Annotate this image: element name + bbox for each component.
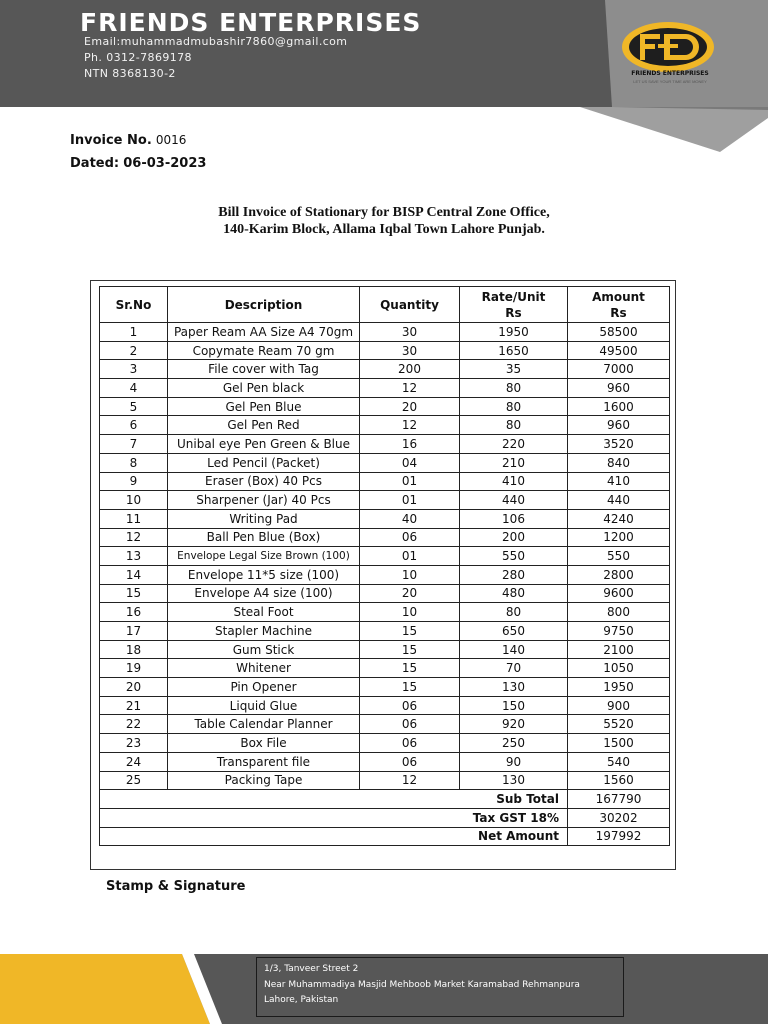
cell-rate: 210 bbox=[460, 453, 568, 472]
cell-quantity: 06 bbox=[360, 734, 460, 753]
header-amount bbox=[568, 287, 670, 323]
address-line-2: Near Muhammadiya Masjid Mehboob Market Karamabad Rehmanpura bbox=[264, 979, 580, 990]
cell-rate: 280 bbox=[460, 565, 568, 584]
cell-amount: 840 bbox=[568, 453, 670, 472]
invoice-date: 06-03-2023 bbox=[123, 156, 207, 171]
invoice-title-line-1: Bill Invoice of Stationary for BISP Central Zone Office, bbox=[218, 205, 550, 220]
cell-amount: 1560 bbox=[568, 771, 670, 790]
cell-rate: 35 bbox=[460, 360, 568, 379]
cell-amount: 58500 bbox=[568, 323, 670, 342]
cell-rate: 410 bbox=[460, 472, 568, 491]
cell-description: Eraser (Box) 40 Pcs bbox=[168, 472, 360, 491]
company-ntn: NTN 8368130-2 bbox=[84, 67, 176, 80]
invoice-date-line bbox=[70, 156, 206, 171]
table-row bbox=[100, 603, 670, 622]
table-row bbox=[100, 323, 670, 342]
cell-quantity: 01 bbox=[360, 472, 460, 491]
cell-quantity: 12 bbox=[360, 771, 460, 790]
cell-quantity: 200 bbox=[360, 360, 460, 379]
table-row bbox=[100, 565, 670, 584]
cell-description: Transparent file bbox=[168, 752, 360, 771]
header-amount-line-2: Rs bbox=[610, 305, 627, 320]
cell-amount: 7000 bbox=[568, 360, 670, 379]
address-line-1: 1/3, Tanveer Street 2 bbox=[264, 964, 359, 974]
footer-address bbox=[256, 957, 624, 1017]
cell-srno: 2 bbox=[100, 341, 168, 360]
cell-srno: 23 bbox=[100, 734, 168, 753]
header-description: Description bbox=[168, 287, 360, 323]
cell-description: Unibal eye Pen Green & Blue bbox=[168, 435, 360, 454]
cell-amount: 49500 bbox=[568, 341, 670, 360]
cell-rate: 1650 bbox=[460, 341, 568, 360]
cell-description: Liquid Glue bbox=[168, 696, 360, 715]
tax-label: Tax GST 18% bbox=[100, 808, 568, 827]
table-row bbox=[100, 659, 670, 678]
cell-description: Copymate Ream 70 gm bbox=[168, 341, 360, 360]
cell-rate: 550 bbox=[460, 547, 568, 566]
cell-srno: 8 bbox=[100, 453, 168, 472]
cell-quantity: 10 bbox=[360, 603, 460, 622]
cell-description: Envelope 11*5 size (100) bbox=[168, 565, 360, 584]
cell-srno: 14 bbox=[100, 565, 168, 584]
cell-quantity: 06 bbox=[360, 528, 460, 547]
cell-quantity: 12 bbox=[360, 416, 460, 435]
cell-description: Stapler Machine bbox=[168, 622, 360, 641]
table-row bbox=[100, 734, 670, 753]
cell-srno: 5 bbox=[100, 397, 168, 416]
cell-quantity: 40 bbox=[360, 509, 460, 528]
table-row bbox=[100, 752, 670, 771]
logo-caption: FRIENDS ENTERPRISES bbox=[631, 70, 709, 77]
cell-description: Gel Pen black bbox=[168, 379, 360, 398]
cell-quantity: 15 bbox=[360, 622, 460, 641]
table-row bbox=[100, 547, 670, 566]
header-srno: Sr.No bbox=[100, 287, 168, 323]
cell-rate: 250 bbox=[460, 734, 568, 753]
cell-description: Table Calendar Planner bbox=[168, 715, 360, 734]
cell-amount: 5520 bbox=[568, 715, 670, 734]
cell-rate: 130 bbox=[460, 771, 568, 790]
header-rate-line-1: Rate/Unit bbox=[481, 289, 546, 304]
cell-srno: 22 bbox=[100, 715, 168, 734]
cell-rate: 150 bbox=[460, 696, 568, 715]
cell-amount: 410 bbox=[568, 472, 670, 491]
cell-amount: 2100 bbox=[568, 640, 670, 659]
cell-description: Ball Pen Blue (Box) bbox=[168, 528, 360, 547]
table-header-row bbox=[100, 287, 670, 323]
cell-rate: 920 bbox=[460, 715, 568, 734]
cell-rate: 200 bbox=[460, 528, 568, 547]
subtotal-value: 167790 bbox=[568, 790, 670, 809]
table-row bbox=[100, 472, 670, 491]
cell-description: Envelope A4 size (100) bbox=[168, 584, 360, 603]
company-phone: Ph. 0312-7869178 bbox=[84, 51, 192, 64]
cell-amount: 1950 bbox=[568, 678, 670, 697]
cell-amount: 960 bbox=[568, 416, 670, 435]
cell-description: Led Pencil (Packet) bbox=[168, 453, 360, 472]
cell-srno: 16 bbox=[100, 603, 168, 622]
cell-srno: 4 bbox=[100, 379, 168, 398]
table-row bbox=[100, 622, 670, 641]
cell-amount: 900 bbox=[568, 696, 670, 715]
table-row bbox=[100, 397, 670, 416]
net-amount-label: Net Amount bbox=[100, 827, 568, 846]
cell-srno: 3 bbox=[100, 360, 168, 379]
cell-rate: 70 bbox=[460, 659, 568, 678]
table-row bbox=[100, 640, 670, 659]
header-amount-line-1: Amount bbox=[592, 289, 645, 304]
cell-quantity: 01 bbox=[360, 547, 460, 566]
cell-rate: 650 bbox=[460, 622, 568, 641]
subtotal-label: Sub Total bbox=[100, 790, 568, 809]
cell-rate: 80 bbox=[460, 416, 568, 435]
cell-quantity: 12 bbox=[360, 379, 460, 398]
header-rate bbox=[460, 287, 568, 323]
cell-srno: 12 bbox=[100, 528, 168, 547]
table-row bbox=[100, 416, 670, 435]
table-row bbox=[100, 491, 670, 510]
cell-rate: 480 bbox=[460, 584, 568, 603]
cell-rate: 90 bbox=[460, 752, 568, 771]
cell-srno: 25 bbox=[100, 771, 168, 790]
cell-rate: 1950 bbox=[460, 323, 568, 342]
header-rate-line-2: Rs bbox=[505, 305, 522, 320]
cell-rate: 80 bbox=[460, 397, 568, 416]
cell-quantity: 16 bbox=[360, 435, 460, 454]
table-row bbox=[100, 715, 670, 734]
net-amount-value: 197992 bbox=[568, 827, 670, 846]
cell-quantity: 15 bbox=[360, 640, 460, 659]
cell-quantity: 15 bbox=[360, 678, 460, 697]
table-row bbox=[100, 453, 670, 472]
cell-srno: 15 bbox=[100, 584, 168, 603]
cell-srno: 10 bbox=[100, 491, 168, 510]
cell-description: Paper Ream AA Size A4 70gm bbox=[168, 323, 360, 342]
cell-quantity: 06 bbox=[360, 715, 460, 734]
cell-amount: 1500 bbox=[568, 734, 670, 753]
table-row bbox=[100, 584, 670, 603]
invoice-table bbox=[99, 286, 670, 846]
address-line-3: Lahore, Pakistan bbox=[264, 995, 339, 1005]
cell-srno: 1 bbox=[100, 323, 168, 342]
cell-srno: 13 bbox=[100, 547, 168, 566]
cell-description: Gel Pen Red bbox=[168, 416, 360, 435]
company-email: Email:muhammadmubashir7860@gmail.com bbox=[84, 35, 348, 48]
cell-amount: 1600 bbox=[568, 397, 670, 416]
cell-amount: 550 bbox=[568, 547, 670, 566]
cell-amount: 800 bbox=[568, 603, 670, 622]
cell-srno: 24 bbox=[100, 752, 168, 771]
cell-srno: 21 bbox=[100, 696, 168, 715]
cell-quantity: 04 bbox=[360, 453, 460, 472]
cell-description: Pin Opener bbox=[168, 678, 360, 697]
cell-srno: 11 bbox=[100, 509, 168, 528]
cell-description: Gel Pen Blue bbox=[168, 397, 360, 416]
cell-srno: 7 bbox=[100, 435, 168, 454]
stamp-signature-label: Stamp & Signature bbox=[106, 879, 246, 894]
cell-quantity: 01 bbox=[360, 491, 460, 510]
cell-quantity: 06 bbox=[360, 752, 460, 771]
company-name: FRIENDS ENTERPRISES bbox=[80, 8, 422, 37]
table-row bbox=[100, 771, 670, 790]
logo-tagline: LET US SAVE YOUR TIME ARE MONEY bbox=[633, 79, 707, 84]
subtotal-row bbox=[100, 790, 670, 809]
cell-rate: 106 bbox=[460, 509, 568, 528]
net-amount-row bbox=[100, 827, 670, 846]
cell-rate: 80 bbox=[460, 379, 568, 398]
invoice-number-label: Invoice No. bbox=[70, 133, 152, 148]
cell-quantity: 30 bbox=[360, 323, 460, 342]
cell-description: Steal Foot bbox=[168, 603, 360, 622]
header-quantity: Quantity bbox=[360, 287, 460, 323]
invoice-number-line bbox=[70, 133, 186, 148]
tax-row bbox=[100, 808, 670, 827]
cell-description: Whitener bbox=[168, 659, 360, 678]
cell-rate: 140 bbox=[460, 640, 568, 659]
cell-srno: 6 bbox=[100, 416, 168, 435]
invoice-date-label: Dated: bbox=[70, 156, 120, 171]
cell-rate: 220 bbox=[460, 435, 568, 454]
cell-srno: 9 bbox=[100, 472, 168, 491]
cell-rate: 440 bbox=[460, 491, 568, 510]
cell-description: Packing Tape bbox=[168, 771, 360, 790]
tax-value: 30202 bbox=[568, 808, 670, 827]
cell-amount: 3520 bbox=[568, 435, 670, 454]
cell-description: Sharpener (Jar) 40 Pcs bbox=[168, 491, 360, 510]
cell-amount: 9750 bbox=[568, 622, 670, 641]
cell-quantity: 20 bbox=[360, 397, 460, 416]
cell-description: Box File bbox=[168, 734, 360, 753]
cell-description: Gum Stick bbox=[168, 640, 360, 659]
cell-description: Envelope Legal Size Brown (100) bbox=[168, 547, 360, 566]
cell-quantity: 20 bbox=[360, 584, 460, 603]
cell-amount: 960 bbox=[568, 379, 670, 398]
table-row bbox=[100, 379, 670, 398]
cell-srno: 20 bbox=[100, 678, 168, 697]
cell-quantity: 06 bbox=[360, 696, 460, 715]
table-row bbox=[100, 360, 670, 379]
cell-amount: 1200 bbox=[568, 528, 670, 547]
table-row bbox=[100, 435, 670, 454]
cell-amount: 9600 bbox=[568, 584, 670, 603]
table-row bbox=[100, 341, 670, 360]
invoice-title-line-2: 140-Karim Block, Allama Iqbal Town Lahore Punjab. bbox=[223, 222, 545, 237]
cell-quantity: 10 bbox=[360, 565, 460, 584]
table-row bbox=[100, 696, 670, 715]
cell-rate: 130 bbox=[460, 678, 568, 697]
cell-amount: 1050 bbox=[568, 659, 670, 678]
cell-quantity: 15 bbox=[360, 659, 460, 678]
cell-srno: 18 bbox=[100, 640, 168, 659]
cell-amount: 2800 bbox=[568, 565, 670, 584]
cell-description: Writing Pad bbox=[168, 509, 360, 528]
table-row bbox=[100, 509, 670, 528]
cell-srno: 19 bbox=[100, 659, 168, 678]
invoice-number: 0016 bbox=[155, 133, 187, 147]
cell-amount: 440 bbox=[568, 491, 670, 510]
cell-quantity: 30 bbox=[360, 341, 460, 360]
cell-amount: 540 bbox=[568, 752, 670, 771]
cell-srno: 17 bbox=[100, 622, 168, 641]
cell-amount: 4240 bbox=[568, 509, 670, 528]
table-row bbox=[100, 678, 670, 697]
table-row bbox=[100, 528, 670, 547]
cell-rate: 80 bbox=[460, 603, 568, 622]
cell-description: File cover with Tag bbox=[168, 360, 360, 379]
